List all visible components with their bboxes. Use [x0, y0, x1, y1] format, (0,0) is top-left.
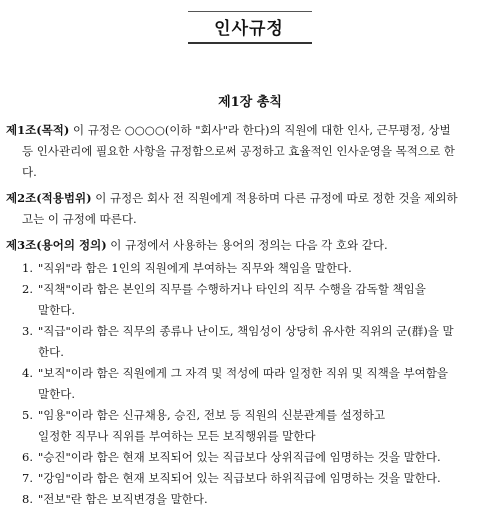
item-text: "임용"이라 함은 신규채용, 승진, 전보 등 직원의 신분관계를 설정하고: [38, 408, 386, 422]
item-text-cont: 한다.: [38, 345, 64, 359]
list-item: [22, 258, 494, 279]
article-3-label: 제3조(용어의 정의): [6, 238, 107, 252]
list-item: [22, 279, 494, 321]
item-text: "승진"이라 함은 현재 보직되어 있는 직급보다 상위직급에 임명하는 것을 말한다.: [38, 450, 441, 464]
item-text: "전보"란 함은 보직변경을 말한다.: [38, 492, 208, 506]
item-number: 2.: [22, 282, 33, 296]
document-title: 인사규정: [214, 19, 284, 39]
article-2-line-2: 고는 이 규정에 따른다.: [22, 212, 137, 226]
item-text: "직위"라 함은 1인의 직원에게 부여하는 직무와 책임을 말한다.: [38, 261, 352, 275]
article-1-text: 이 규정은 ○○○○(이하 "회사"라 한다)의 직원에 대한 인사, 근무평정, 상벌: [69, 123, 451, 137]
item-text-cont: 일정한 직무나 직위를 부여하는 모든 보직행위를 말한다: [38, 429, 316, 443]
article-2: [6, 188, 494, 230]
article-1-line-3: 다.: [22, 165, 37, 179]
item-text: "직책"이라 함은 본인의 직무를 수행하거나 타인의 직무 수행을 감독할 책임을: [38, 282, 426, 296]
article-1-line-2: 등 인사관리에 필요한 사항을 규정함으로써 공정하고 효율적인 인사운영을 목적으로 한: [22, 144, 455, 158]
article-2-text: 이 규정은 회사 전 직원에게 적용하며 다른 규정에 따로 정한 것을 제외하: [91, 191, 458, 205]
article-3-text: 이 규정에서 사용하는 용어의 정의는 다음 각 호와 같다.: [106, 238, 388, 252]
item-number: 4.: [22, 366, 33, 380]
item-text-cont: 말한다.: [38, 387, 75, 401]
article-1-label: 제1조(목적): [6, 123, 70, 137]
list-item: [22, 447, 494, 468]
item-number: 3.: [22, 324, 33, 338]
item-number: 7.: [22, 471, 33, 485]
item-text-cont: 말한다.: [38, 303, 75, 317]
article-3: [6, 235, 494, 256]
chapter-heading: 제1장 총칙: [218, 95, 282, 110]
definition-list: [22, 258, 494, 510]
item-number: 6.: [22, 450, 33, 464]
article-2-label: 제2조(적용범위): [6, 191, 92, 205]
item-number: 5.: [22, 408, 33, 422]
list-item: [22, 405, 494, 447]
list-item: [22, 321, 494, 363]
article-1: [6, 120, 494, 183]
item-text: "강임"이라 함은 현재 보직되어 있는 직급보다 하위직급에 임명하는 것을 말한다.: [38, 471, 441, 485]
item-number: 1.: [22, 261, 33, 275]
list-item: [22, 363, 494, 405]
title-top-rule: [188, 11, 312, 12]
item-number: 8.: [22, 492, 33, 506]
title-bottom-rule: [188, 42, 312, 44]
list-item: [22, 468, 494, 489]
item-text: "직급"이라 함은 직무의 종류나 난이도, 책임성이 상당히 유사한 직위의 군(群)을 말: [38, 324, 454, 338]
item-text: "보직"이라 함은 직원에게 그 자격 및 적성에 따라 일정한 직위 및 직책을 부여함을: [38, 366, 448, 380]
